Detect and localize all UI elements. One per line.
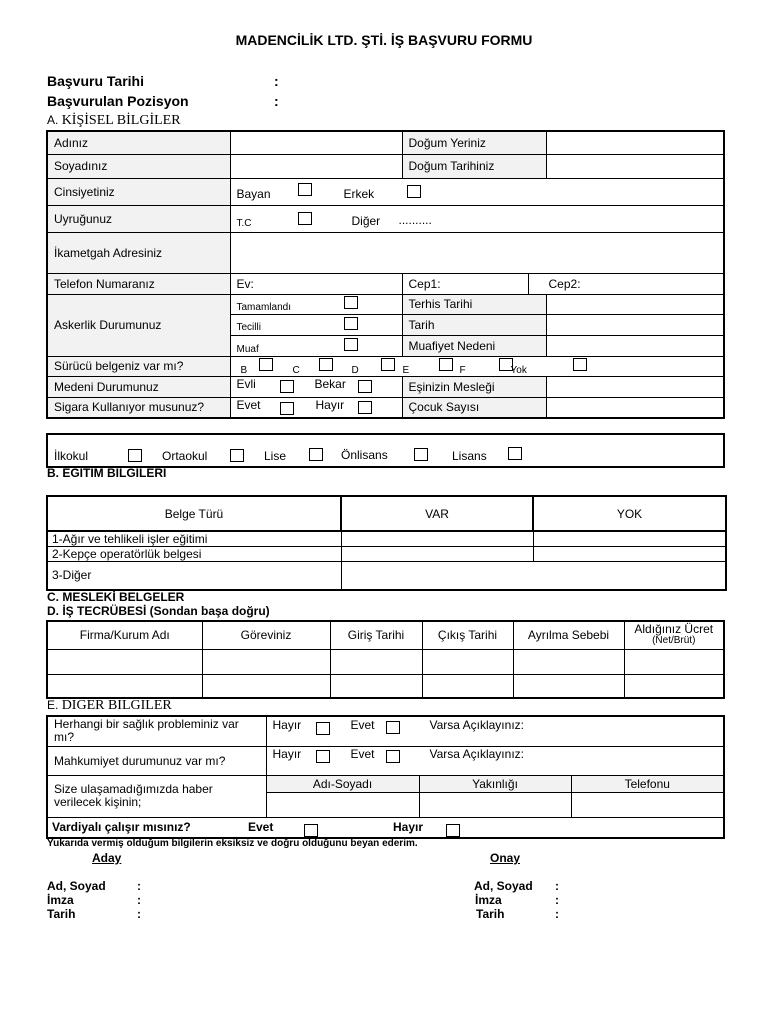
table-row — [47, 178, 724, 205]
certificates-table — [46, 495, 727, 591]
military-completed-cell — [230, 294, 402, 314]
tc-label: T.C — [236, 217, 252, 229]
table-row — [47, 131, 724, 154]
contact-relation-field[interactable] — [419, 792, 571, 817]
birthplace-label: Doğum Yeriniz — [402, 131, 546, 154]
birthplace-field[interactable] — [546, 131, 724, 154]
education-high-label: Lise — [264, 449, 287, 463]
table-row — [47, 531, 726, 547]
education-bachelor-label: Lisans — [452, 449, 487, 463]
shift-yes-label: Evet — [248, 819, 274, 834]
table-row — [47, 562, 726, 590]
conviction-yes-checkbox[interactable] — [386, 750, 400, 763]
conviction-no-label: Hayır — [272, 746, 302, 761]
contact-name-header: Adı-Soyadı — [266, 775, 419, 792]
health-yes-label: Evet — [350, 718, 375, 732]
license-e-label: E — [402, 364, 410, 376]
license-c-checkbox[interactable] — [319, 358, 333, 371]
license-e-checkbox[interactable] — [439, 358, 453, 371]
start-date-field[interactable] — [330, 649, 422, 674]
table-row — [47, 154, 724, 178]
company-header: Firma/Kurum Adı — [47, 621, 202, 649]
contact-name-field[interactable] — [266, 792, 419, 817]
certificate-none-header: YOK — [533, 496, 726, 531]
table-row — [47, 746, 724, 775]
table-row — [47, 649, 724, 674]
education-box — [46, 433, 725, 468]
approval-date-colon[interactable]: : — [555, 907, 559, 921]
license-d-label: D — [351, 364, 359, 376]
application-date-label: Başvuru Tarihi — [47, 73, 144, 89]
health-no-label: Hayır — [272, 718, 302, 732]
position-label: Başvurulan Pozisyon — [47, 93, 189, 109]
table-row — [47, 273, 724, 294]
license-b-checkbox[interactable] — [259, 358, 273, 371]
license-options — [230, 356, 724, 376]
declaration-text: Yukarıda vermiş olduğum bilgilerin eksiksiz ve doğru olduğunu beyan ederim. — [47, 838, 418, 849]
other-nationality-dots[interactable]: .......... — [398, 212, 432, 227]
certificate-other-field[interactable] — [341, 562, 726, 590]
surname-label: Soyadınız — [47, 154, 230, 178]
leave-reason-header: Ayrılma Sebebi — [513, 621, 624, 649]
start-date-header: Giriş Tarihi — [330, 621, 422, 649]
address-field[interactable] — [230, 232, 724, 273]
applicant-heading: Aday — [92, 851, 122, 865]
table-row — [47, 496, 726, 531]
contact-relation-header: Yakınlığı — [419, 775, 571, 792]
start-date-field[interactable] — [330, 674, 422, 698]
license-c-label: C — [292, 364, 300, 376]
gender-label: Cinsiyetiniz — [47, 178, 230, 205]
discharge-date-label: Terhis Tarihi — [402, 294, 546, 314]
exempt-reason-label: Muafiyet Nedeni — [402, 335, 546, 356]
address-label: İkametgah Adresiniz — [47, 232, 230, 273]
table-row — [47, 356, 724, 376]
tc-checkbox[interactable] — [298, 212, 312, 225]
health-no-checkbox[interactable] — [316, 722, 330, 735]
applicant-sign-label: İmza — [47, 893, 74, 907]
military-label: Askerlik Durumunuz — [47, 294, 230, 356]
education-primary-checkbox[interactable] — [128, 449, 142, 462]
table-row — [47, 376, 724, 397]
health-explain-label[interactable]: Varsa Açıklayınız: — [429, 718, 524, 732]
military-postponed-cell — [230, 314, 402, 335]
cep1-field[interactable]: Cep1: — [402, 273, 528, 294]
table-row — [47, 205, 724, 232]
discharge-date-field[interactable] — [546, 294, 724, 314]
female-checkbox[interactable] — [298, 183, 312, 196]
approval-heading: Onay — [490, 851, 521, 865]
single-checkbox[interactable] — [358, 380, 372, 393]
certificate-have-header: VAR — [341, 496, 533, 531]
health-yes-checkbox[interactable] — [386, 721, 400, 734]
education-bachelor-checkbox[interactable] — [508, 447, 522, 460]
education-high-checkbox[interactable] — [309, 448, 323, 461]
table-row — [47, 294, 724, 314]
education-associate-checkbox[interactable] — [414, 448, 428, 461]
conviction-explain-label[interactable]: Varsa Açıklayınız: — [429, 746, 524, 761]
married-checkbox[interactable] — [280, 380, 294, 393]
military-exempt-cell — [230, 335, 402, 356]
smoking-no-checkbox[interactable] — [358, 401, 372, 414]
smoking-yes-checkbox[interactable] — [280, 402, 294, 415]
section-d-title: D. İŞ TECRÜBESİ (Sondan başa doğru) — [47, 604, 270, 618]
certificate-row-label: 2-Kepçe operatörlük belgesi — [47, 547, 341, 562]
home-phone-field[interactable]: Ev: — [230, 273, 402, 294]
table-row — [47, 716, 724, 746]
spouse-job-label: Eşinizin Mesleği — [402, 376, 546, 397]
contact-phone-field[interactable] — [571, 792, 724, 817]
other-nationality-label: Diğer — [351, 213, 381, 228]
shift-no-checkbox[interactable] — [446, 824, 460, 837]
postpone-date-label: Tarih — [402, 314, 546, 335]
marital-label: Medeni Durumunuz — [47, 376, 230, 397]
approval-sign-label: İmza — [475, 893, 502, 907]
children-label: Çocuk Sayısı — [402, 397, 546, 418]
health-options — [266, 716, 724, 746]
education-associate-label: Önlisans — [341, 448, 388, 462]
table-row — [47, 547, 726, 562]
smoking-no-label: Hayır — [315, 397, 345, 412]
experience-table — [46, 620, 725, 699]
applicant-name-colon[interactable]: : — [137, 879, 141, 893]
completed-checkbox[interactable] — [344, 296, 358, 309]
license-none-checkbox[interactable] — [573, 358, 587, 371]
postpone-date-field[interactable] — [546, 314, 724, 335]
conviction-options — [266, 746, 724, 775]
position-colon: : — [274, 93, 279, 109]
license-none-label: Yok — [510, 364, 527, 376]
birthdate-field[interactable] — [546, 154, 724, 178]
page-title: MADENCİLİK LTD. ŞTİ. İŞ BAŞVURU FORMU — [235, 32, 533, 48]
smoking-options — [230, 397, 402, 418]
certificate-type-header: Belge Türü — [47, 496, 341, 531]
company-field[interactable] — [47, 649, 202, 674]
applicant-name-label: Ad, Soyad — [47, 879, 106, 893]
male-label: Erkek — [343, 186, 375, 201]
single-label: Bekar — [314, 376, 346, 391]
conviction-yes-label: Evet — [350, 746, 375, 761]
approval-sign-colon[interactable]: : — [555, 893, 559, 907]
table-row — [47, 775, 724, 792]
certificate-row-label: 1-Ağır ve tehlikeli işler eğitimi — [47, 531, 341, 547]
applicant-date-colon[interactable]: : — [137, 907, 141, 921]
table-row — [47, 674, 724, 698]
nationality-options — [230, 205, 724, 232]
female-label: Bayan — [236, 186, 271, 201]
shift-no-label: Hayır — [393, 819, 424, 834]
shift-label: Vardiyalı çalışır mısınız? — [52, 819, 191, 834]
conviction-label: Mahkumiyet durumunuz var mı? — [47, 746, 266, 775]
salary-header: Aldığınız Ücret (Net/Brüt) — [624, 621, 724, 649]
exempt-checkbox[interactable] — [344, 338, 358, 351]
table-row — [47, 621, 724, 649]
name-field[interactable] — [230, 131, 402, 154]
end-date-field[interactable] — [422, 649, 513, 674]
spouse-job-field[interactable] — [546, 376, 724, 397]
certificate-none-cell[interactable] — [533, 531, 726, 547]
approval-name-label: Ad, Soyad — [474, 879, 533, 893]
license-d-checkbox[interactable] — [381, 358, 395, 371]
role-header: Göreviniz — [202, 621, 330, 649]
completed-label: Tamamlandı — [236, 301, 291, 313]
approval-date-label: Tarih — [476, 907, 505, 921]
license-b-label: B — [240, 364, 248, 376]
exempt-label: Muaf — [236, 343, 259, 355]
personal-info-table — [46, 130, 725, 419]
table-row — [47, 232, 724, 273]
leave-reason-field[interactable] — [513, 674, 624, 698]
section-a-title: A. KİŞİSEL BİLGİLER — [47, 113, 181, 128]
license-label: Sürücü belgeniz var mı? — [47, 356, 230, 376]
salary-field[interactable] — [624, 674, 724, 698]
conviction-no-checkbox[interactable] — [316, 750, 330, 763]
table-row — [47, 817, 724, 838]
health-label: Herhangi bir sağlık probleminiz var mı? — [47, 716, 266, 746]
name-label: Adınız — [47, 131, 230, 154]
smoking-yes-label: Evet — [236, 397, 261, 412]
contact-phone-header: Telefonu — [571, 775, 724, 792]
shift-row — [47, 817, 724, 838]
certificate-row-label: 3-Diğer — [47, 562, 341, 590]
shift-yes-checkbox[interactable] — [304, 824, 318, 837]
gender-options — [230, 178, 724, 205]
marital-options — [230, 376, 402, 397]
role-field[interactable] — [202, 649, 330, 674]
postponed-label: Tecilli — [236, 321, 261, 333]
postponed-checkbox[interactable] — [344, 317, 358, 330]
section-c-title: C. MESLEKİ BELGELER — [47, 590, 185, 604]
certificate-have-cell[interactable] — [341, 547, 533, 562]
education-middle-label: Ortaokul — [162, 449, 208, 463]
contact-label: Size ulaşamadığımızda haber verilecek kişinin; — [47, 775, 266, 817]
nationality-label: Uyruğunuz — [47, 205, 230, 232]
certificate-have-cell[interactable] — [341, 531, 533, 547]
end-date-header: Çıkış Tarihi — [422, 621, 513, 649]
cep2-field[interactable]: Cep2: — [528, 273, 724, 294]
approval-name-colon[interactable]: : — [555, 879, 559, 893]
leave-reason-field[interactable] — [513, 649, 624, 674]
education-middle-checkbox[interactable] — [230, 449, 244, 462]
role-field[interactable] — [202, 674, 330, 698]
application-date-colon: : — [274, 73, 279, 89]
table-row — [47, 397, 724, 418]
applicant-sign-colon[interactable]: : — [137, 893, 141, 907]
section-e-title: E. DİĞER BİLGİLER — [47, 698, 172, 713]
company-field[interactable] — [47, 674, 202, 698]
smoking-label: Sigara Kullanıyor musunuz? — [47, 397, 230, 418]
other-info-table — [46, 715, 725, 839]
male-checkbox[interactable] — [407, 185, 421, 198]
applicant-date-label: Tarih — [47, 907, 76, 921]
exempt-reason-field[interactable] — [546, 335, 724, 356]
education-primary-label: İlkokul — [54, 449, 89, 463]
phone-label: Telefon Numaranız — [47, 273, 230, 294]
section-b-title: B. EĞİTİM BİLGİLERİ — [47, 466, 167, 480]
married-label: Evli — [236, 376, 256, 391]
birthdate-label: Doğum Tarihiniz — [402, 154, 546, 178]
certificate-none-cell[interactable] — [533, 547, 726, 562]
license-f-label: F — [459, 364, 466, 376]
surname-field[interactable] — [230, 154, 402, 178]
children-field[interactable] — [546, 397, 724, 418]
end-date-field[interactable] — [422, 674, 513, 698]
salary-field[interactable] — [624, 649, 724, 674]
